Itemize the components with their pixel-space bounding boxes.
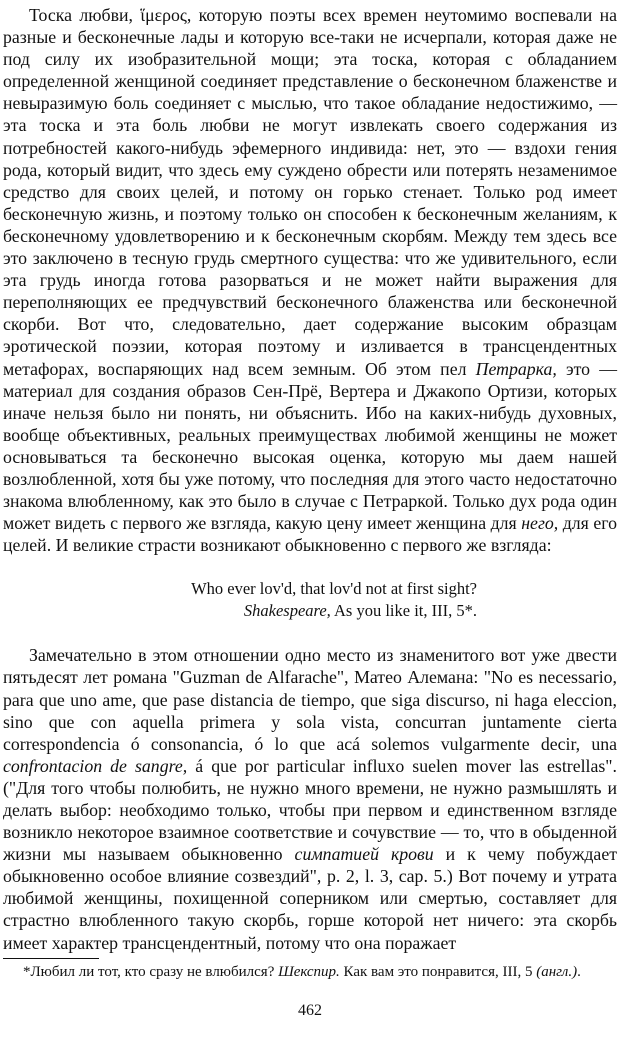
italic-name-petrarca: Петрарка, xyxy=(475,358,557,379)
footnote-text: . xyxy=(577,963,581,980)
italic-phrase-simpatiya: симпатией крови xyxy=(294,844,434,865)
footnote-text: Как вам это понравится, III, 5 xyxy=(339,963,537,980)
paragraph-text: Замечательно в этом отношении одно место из знаменитого вот уже двести пятьдесят лет романа "Guzman de Alfarache", Матео Алемана: "No es necessario, para que uno ame, que pase distancia de tiempo, que siga discurso, ni haga eleccion, sino que con aquella primera y sola vista, concurran juntamente cierta correspondencia ó consonancia, ó lo que acá solemos vulgarmente decir, una xyxy=(3,645,617,754)
paragraph-text: для его целей. И великие страсти возникают обыкновенно с первого же взгляда: xyxy=(3,513,617,556)
quote-source: As you like it, III, 5*. xyxy=(330,601,477,621)
footnote-divider xyxy=(3,958,99,959)
footnote xyxy=(3,963,617,983)
paragraph-text: и к чему побуждает обыкновенно особое влияние созвездий", p. 2, l. 3, cap. 5.) Вот почему и утрата любимой женщины, похищенной соперником или смертью, составляет для страстно влюбленного такую скорбь, горше которой нет ничего: эта скорбь имеет характер трансцендентный, потому что она поражает xyxy=(3,844,617,953)
footnote-author: Шекспир. xyxy=(278,963,340,980)
quote-line: Who ever lov'd, that lov'd not at first sight? xyxy=(191,579,477,599)
paragraph-text: Тоска любви, ἵμερος, которую поэты всех времен неутомимо воспевали на разные и бесконечные лады и которую все-таки не исчерпали, которая даже не под силу их изобразительной мощи; эта тоска, которая с обладанием определенной женщиной соединяет представление о бесконечном блаженстве и невыразимую боль соединяет с мыслью, что такое обладание недостижимо, — эта тоска и эта боль любви не могут извлекать своего содержания из потребностей какого-нибудь эфемерного индивида: нет, это — вздохи гения рода, который видит, что здесь ему суждено обрести или потерять незаменимое средство для своих целей, и потому он горько стенает. Только род имеет бесконечную жизнь, и поэтому только он способен к бесконечным желаниям, к бесконечному удовлетворению и к бесконечным скорбям. Между тем здесь все это заключено в тесную грудь смертного существа: что же удивительного, если эта грудь иногда готова разорваться и не может найти выражения для переполняющих ее предчувствий бесконечного блаженства или бесконечной скорби. Вот что, следовательно, дает содержание высоким образцам эротической поэзии, которая поэтому и изливается в трансцендентных метафорах, воспаряющих над всем земным. Об этом пел xyxy=(3,5,617,379)
paragraph-guzman xyxy=(3,644,617,953)
paragraph-text: á que por particular influxo suelen mover las estrellas". ("Для того чтобы полюбить, не нужно много времени, не нужно размышлять и делать выбор: необходимо только, чтобы при первом и единственном взгляде возникло некоторое взаимное соответствие и сочувствие — то, что в обыденной жизни мы называем обыкновенно xyxy=(3,755,617,865)
quote-attribution xyxy=(3,600,477,622)
footnote-text: *Любил ли тот, кто сразу не влюбился? xyxy=(23,963,279,980)
footnote-lang: (англ.) xyxy=(536,963,578,980)
paragraph-text: это — материал для создания образов Сен-Прё, Вертера и Джакопо Ортизи, которых иначе нельзя было ни понять, ни объяснить. Ибо на каких-нибудь духовных, вообще объективных, реальных преимуществах любимой женщины не может основываться та бесконечно высокая оценка, которую мы даем нашей возлюбленной, хотя бы уже потому, что последняя для этого часто недостаточно знакома влюбленному, как это было в случае с Петраркой. Только дух рода один может видеть с первого же взгляда, какую цену имеет женщина для xyxy=(3,358,617,534)
quote-author: Shakespeare, xyxy=(243,601,331,621)
page-number: 462 xyxy=(298,1002,322,1019)
italic-word-nego: него, xyxy=(521,513,559,534)
italic-phrase-confrontacion: confrontacion de sangre, xyxy=(3,755,188,776)
shakespeare-quote xyxy=(3,578,617,622)
paragraph-love-longing xyxy=(3,4,617,556)
